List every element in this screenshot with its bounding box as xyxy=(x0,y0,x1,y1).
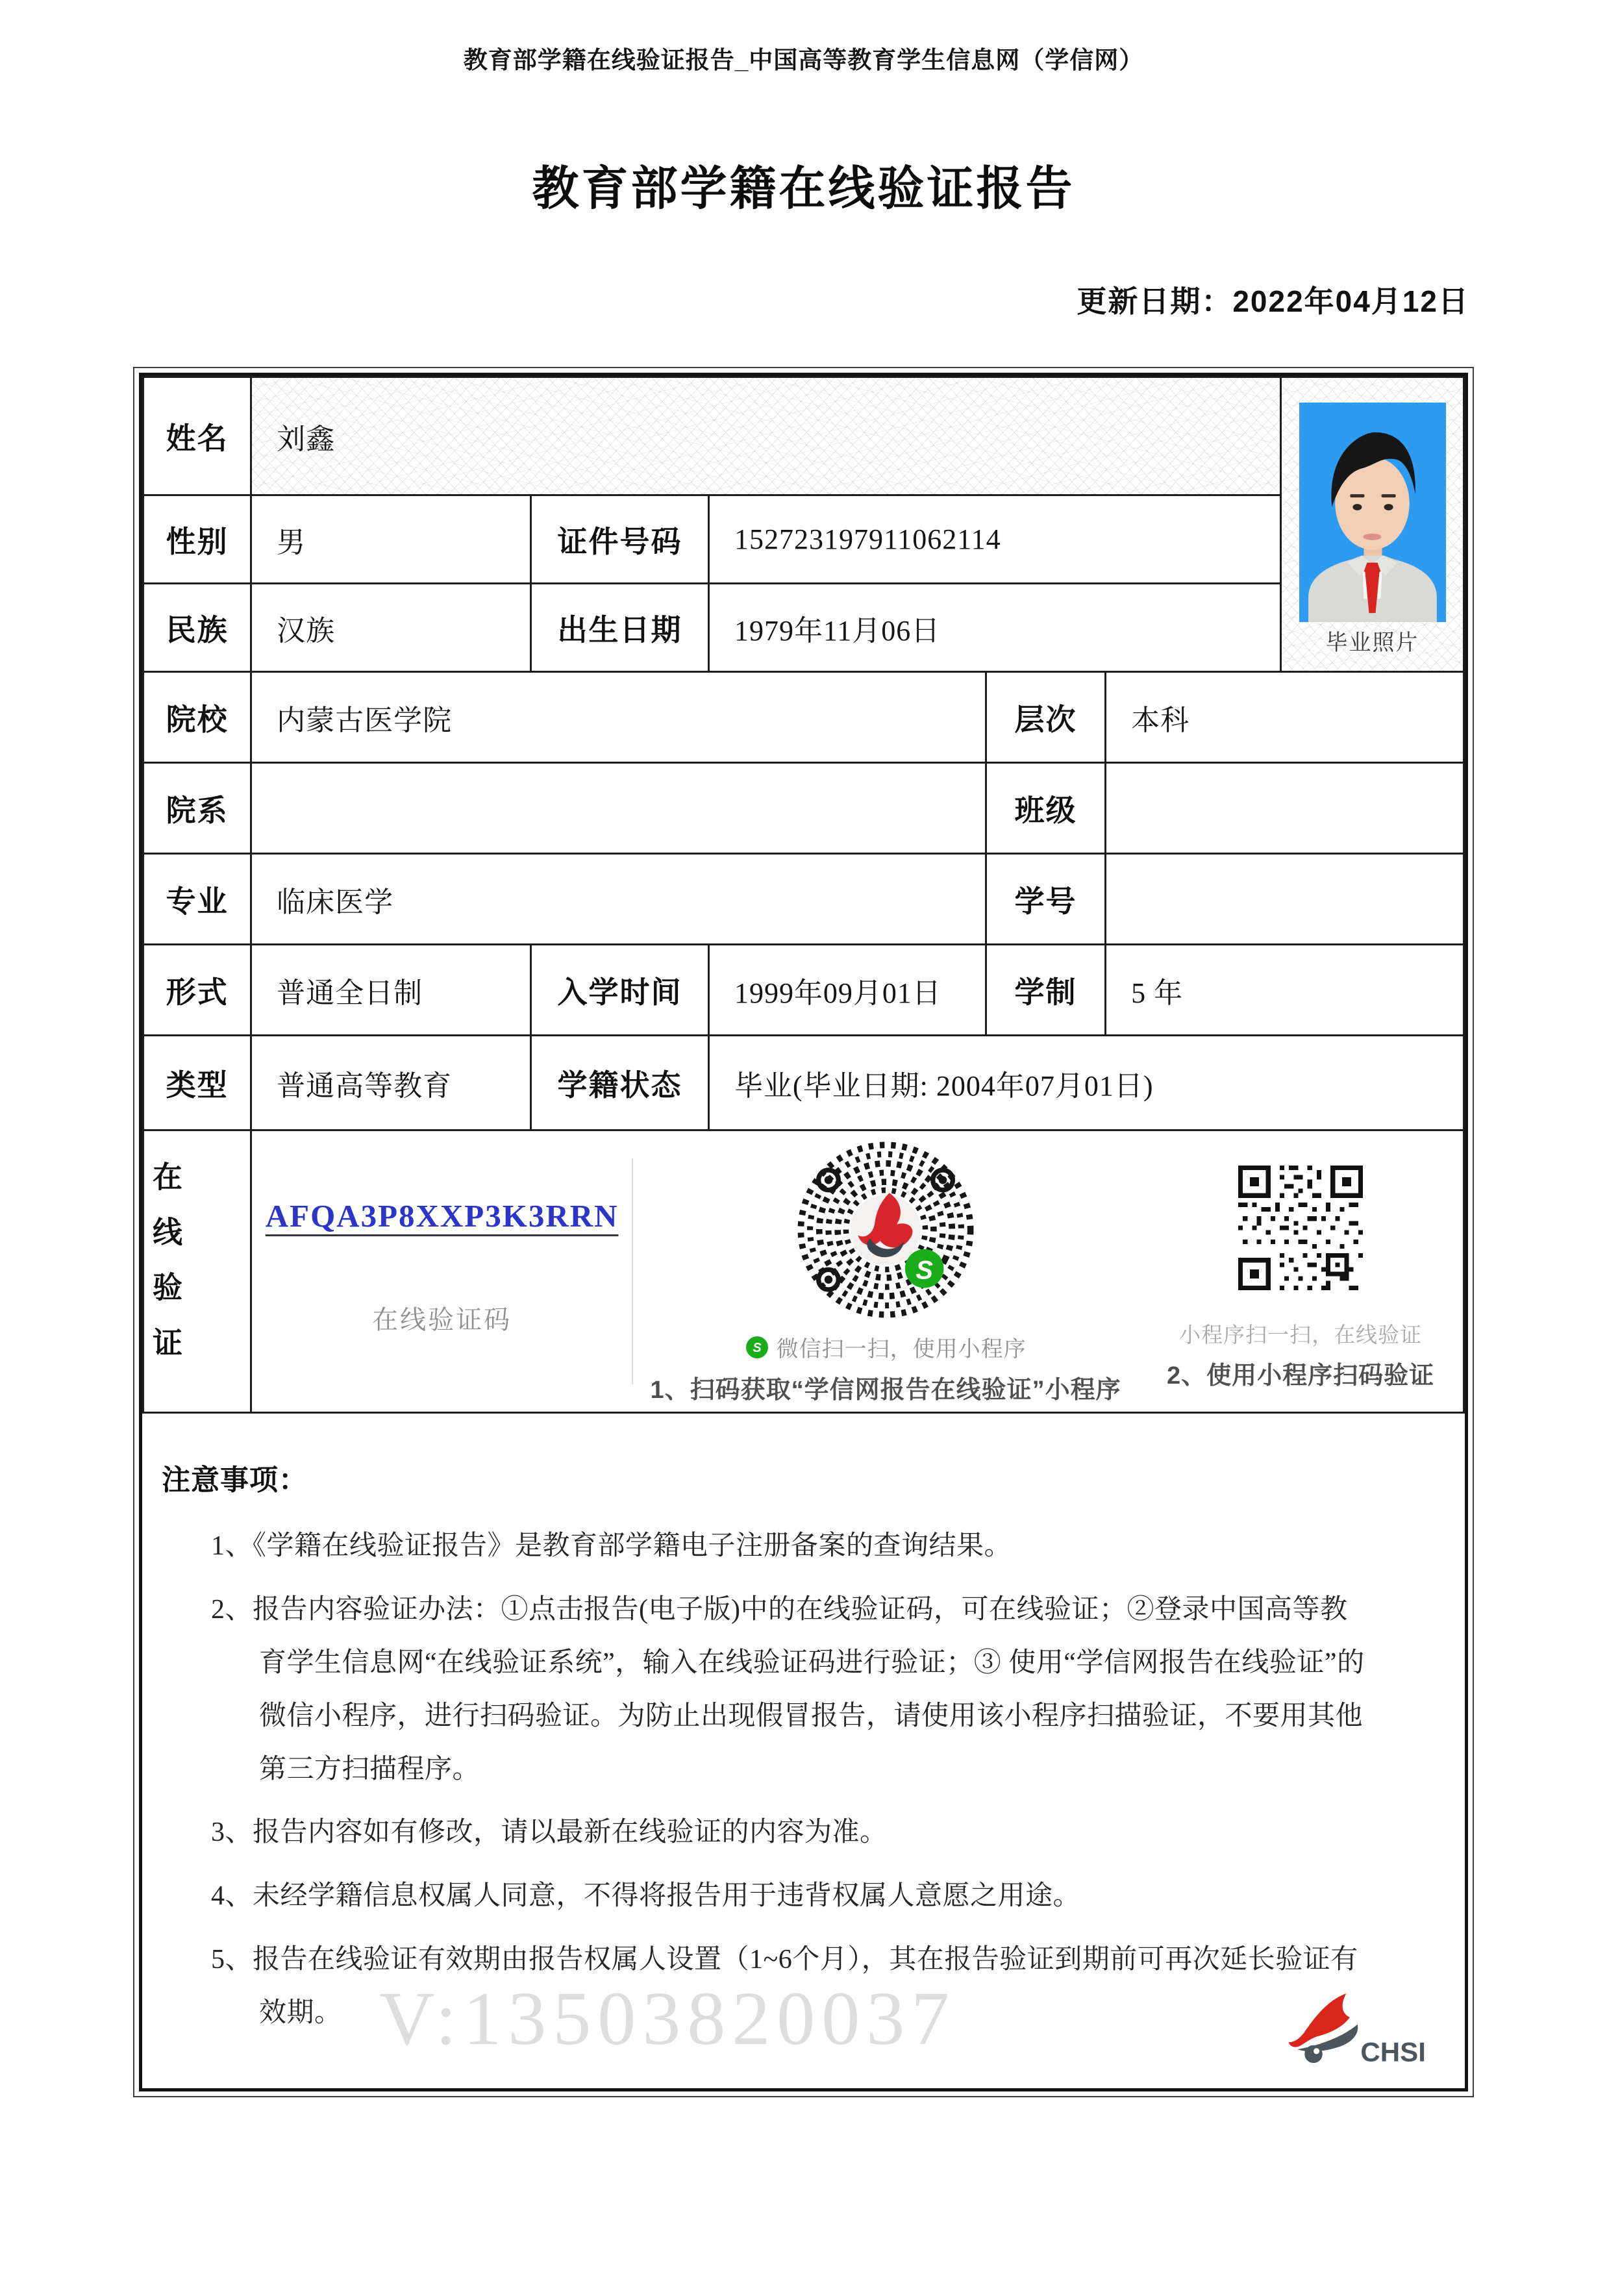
level-value: 本科 xyxy=(1106,672,1464,763)
name-value: 刘鑫 xyxy=(251,377,1281,495)
enroll-date-value: 1999年09月01日 xyxy=(708,945,986,1036)
major-label: 专业 xyxy=(143,854,251,945)
table-row xyxy=(143,672,1464,763)
step1-text: 1、扫码获取“学信网报告在线验证”小程序 xyxy=(650,1377,1121,1404)
duration-label: 学制 xyxy=(986,945,1105,1036)
table-row xyxy=(143,584,1464,672)
note-item: 5、报告在线验证有效期由报告权属人设置（1~6个月），其在报告验证到期前可再次延长验证有效期。 xyxy=(211,1945,1358,2028)
gender-label: 性别 xyxy=(143,495,251,584)
student-no-value xyxy=(1106,854,1464,945)
browser-title: 教育部学籍在线验证报告_中国高等教育学生信息网（学信网） xyxy=(463,47,1144,73)
ethnicity-value: 汉族 xyxy=(251,584,531,672)
note-item: 1、《学籍在线验证报告》是教育部学籍电子注册备案的查询结果。 xyxy=(211,1531,1012,1561)
photo-caption: 毕业照片 xyxy=(1325,630,1419,655)
mini-scan-caption: 小程序扫一扫，在线验证 xyxy=(1179,1323,1423,1347)
student-info-table xyxy=(142,376,1465,1414)
major-value: 临床医学 xyxy=(251,854,986,945)
edu-type-label: 类型 xyxy=(143,1036,251,1130)
level-label: 层次 xyxy=(986,672,1105,763)
study-form-value: 普通全日制 xyxy=(251,945,531,1036)
chsi-logo-text: CHSI xyxy=(1360,2036,1426,2067)
note-item: 3、报告内容如有修改，请以最新在线验证的内容为准。 xyxy=(211,1817,888,1848)
verification-content-cell xyxy=(251,1130,1464,1413)
student-no-label: 学号 xyxy=(986,854,1105,945)
graduate-photo xyxy=(1299,403,1446,622)
department-label: 院系 xyxy=(143,763,251,854)
svg-text:S: S xyxy=(752,1340,762,1355)
verification-code-link[interactable]: AFQA3P8XXP3K3RRN xyxy=(265,1198,619,1234)
verification-code-caption: 在线验证码 xyxy=(372,1306,512,1334)
ethnicity-label: 民族 xyxy=(143,584,251,672)
table-row xyxy=(143,377,1464,495)
watermark-text: V:13503820037 xyxy=(379,1976,956,2061)
update-date: 更新日期：2022年04月12日 xyxy=(1077,284,1469,318)
page-title: 教育部学籍在线验证报告 xyxy=(532,163,1075,215)
status-label: 学籍状态 xyxy=(531,1036,709,1130)
table-row xyxy=(143,945,1464,1036)
note-item: 4、未经学籍信息权属人同意，不得将报告用于违背权属人意愿之用途。 xyxy=(211,1881,1081,1912)
verification-section-cell xyxy=(143,1130,251,1413)
verification-code-block xyxy=(252,1131,632,1412)
id-number-value: 152723197911062114 xyxy=(708,495,1280,584)
verification-section-label: 在线验证 xyxy=(149,1160,182,1382)
college-value: 内蒙古医学院 xyxy=(251,672,986,763)
report-frame xyxy=(133,367,1474,2097)
step2-text: 2、使用小程序扫码验证 xyxy=(1166,1362,1435,1390)
study-form-label: 形式 xyxy=(143,945,251,1036)
table-row xyxy=(143,854,1464,945)
birth-date-value: 1979年11月06日 xyxy=(708,584,1280,672)
enroll-date-label: 入学时间 xyxy=(531,945,709,1036)
duration-value: 5 年 xyxy=(1106,945,1464,1036)
class-value xyxy=(1106,763,1464,854)
wechat-miniprogram-qr-code xyxy=(793,1138,978,1322)
college-label: 院校 xyxy=(143,672,251,763)
name-label: 姓名 xyxy=(143,377,251,495)
svg-text:S: S xyxy=(916,1256,934,1285)
online-verification-row xyxy=(143,1130,1464,1413)
table-row xyxy=(143,1036,1464,1130)
verification-qr-code xyxy=(1234,1161,1367,1295)
status-value: 毕业(毕业日期: 2004年07月01日) xyxy=(708,1036,1464,1130)
wechat-scan-caption: 微信扫一扫，使用小程序 xyxy=(776,1337,1027,1362)
chsi-logo xyxy=(1286,1987,1440,2071)
miniprogram-qr-block xyxy=(1138,1131,1463,1412)
class-label: 班级 xyxy=(986,763,1105,854)
notes-section xyxy=(142,1414,1465,2040)
notes-title: 注意事项： xyxy=(162,1464,308,1496)
note-item: 2、报告内容验证办法：①点击报告(电子版)中的在线验证码，可在线验证；②登录中国高等教育学生信息网“在线验证系统”，输入在线验证码进行验证；③ 使用“学信网报告在线验证”的微信小程序，进行扫码验证。为防止出现假冒报告，请使用该小程序扫描验证，不要用其他第三方扫描程序。 xyxy=(211,1594,1365,1784)
department-value xyxy=(251,763,986,854)
table-row xyxy=(143,495,1464,584)
wechat-qr-block xyxy=(633,1131,1138,1412)
edu-type-value: 普通高等教育 xyxy=(251,1036,531,1130)
photo-cell xyxy=(1281,377,1464,672)
notes-list xyxy=(162,1520,1367,2040)
report-frame-inner xyxy=(139,373,1468,2091)
table-row xyxy=(143,763,1464,854)
wechat-icon xyxy=(745,1336,769,1359)
gender-value: 男 xyxy=(251,495,531,584)
birth-date-label: 出生日期 xyxy=(531,584,709,672)
id-number-label: 证件号码 xyxy=(531,495,709,584)
